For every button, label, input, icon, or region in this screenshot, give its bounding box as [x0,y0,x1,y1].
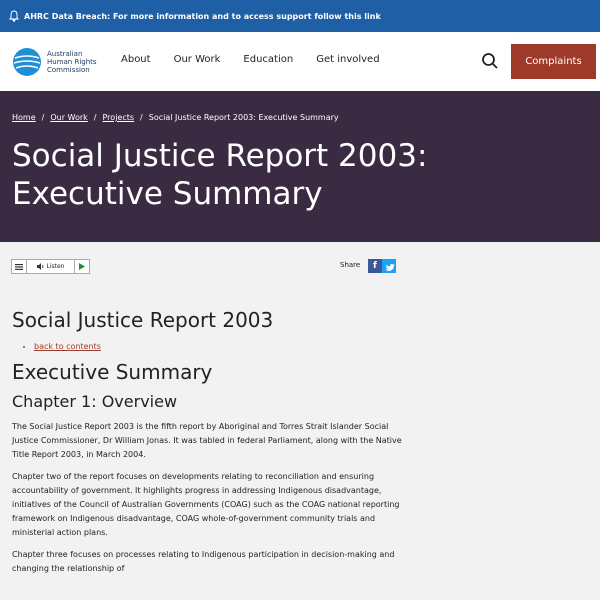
logo-text: Australian Human Rights Commission [47,50,97,74]
logo[interactable] [12,47,107,77]
paragraph-intro: The Social Justice Report 2003 is the fifth report by Aboriginal and Torres Strait Islander Social Justice Commissioner, Dr William Jonas. It was tabled in federal Parliament, along with the Native Title Report 2003, in March 2004. [12,422,402,459]
back-to-contents-link[interactable]: back to contents [34,342,101,351]
page-title: Social Justice Report 2003: Executive Summary [12,138,428,212]
share-label: Share [340,261,361,269]
main-nav [121,54,403,65]
breadcrumb-projects[interactable]: Projects [102,113,135,122]
main-content [12,308,412,584]
nav-get-involved[interactable]: Get involved [316,54,380,65]
facebook-icon: f [373,261,377,271]
breadcrumb-current: Social Justice Report 2003: Executive Summary [148,113,339,122]
paragraph-chapter-two: Chapter two of the report focuses on developments relating to reconciliation and ensuring accountability of government. It highlights progress in addressing Indigenous disadvantage, initiatives of the Council of Australian Governments (COAG) such as the COAG national reporting framework on Indigenous disadvantage, COAG whole-of-government community trials and ministerial action plans. [12,472,400,537]
menu-icon [15,264,23,270]
listen-button[interactable] [27,260,75,273]
search-icon[interactable] [481,52,499,70]
play-icon [79,263,85,270]
breadcrumb-our-work[interactable]: Our Work [50,113,88,122]
speaker-icon [37,263,45,270]
play-button[interactable] [75,260,89,273]
twitter-share-button[interactable] [382,259,396,273]
menu-button[interactable] [12,260,27,273]
globe-logo-icon [12,47,42,77]
breadcrumb [12,113,339,122]
executive-summary-heading: Executive Summary [12,360,213,384]
alert-bar[interactable] [0,0,600,32]
chapter-heading: Chapter 1: Overview [12,392,178,411]
nav-education[interactable]: Education [243,54,294,65]
listen-label: Listen [46,263,65,270]
breadcrumb-home[interactable]: Home [12,113,36,122]
paragraph-chapter-three: Chapter three focuses on processes relating to Indigenous participation in decision-making and changing the relationship of [12,550,395,573]
alert-text[interactable]: AHRC Data Breach: For more information and to access support follow this link [24,11,381,21]
bell-icon [8,10,20,22]
hero-banner [0,91,600,242]
readspeaker-toolbar [11,259,90,274]
report-title: Social Justice Report 2003 [12,308,274,332]
twitter-icon [382,260,396,274]
facebook-share-button[interactable] [368,259,382,273]
complaints-button[interactable]: Complaints [511,44,596,79]
breadcrumb-separator: / [93,113,97,122]
site-header [0,32,600,91]
nav-our-work[interactable]: Our Work [173,54,221,65]
breadcrumb-separator: / [41,113,45,122]
breadcrumb-separator: / [140,113,143,122]
nav-about[interactable]: About [121,54,151,65]
